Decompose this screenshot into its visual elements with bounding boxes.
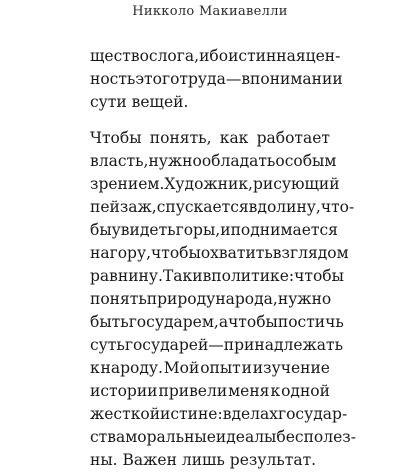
word: чтобы: [294, 267, 344, 285]
word: и: [192, 267, 203, 285]
text-line: [90, 334, 344, 357]
text-line: [90, 380, 330, 403]
word: труда: [179, 70, 226, 88]
word: нужно: [148, 152, 202, 170]
word: в: [248, 198, 258, 216]
word: Так: [162, 267, 193, 285]
word: опыт: [200, 359, 241, 377]
word: ибо: [199, 47, 229, 65]
word: идеалы: [215, 428, 277, 446]
word: охватить: [200, 244, 273, 262]
word: принадлежать: [223, 336, 344, 354]
word: к: [90, 359, 100, 377]
word: привели: [158, 382, 228, 400]
word: в: [202, 267, 212, 285]
word: истинная: [228, 47, 306, 65]
text-line: [90, 426, 356, 449]
word: природу: [146, 290, 216, 308]
word: увидеть: [111, 221, 176, 239]
text-line: [90, 150, 337, 173]
text-line: [90, 173, 340, 196]
word: чтобы: [228, 313, 278, 331]
text-line: [90, 403, 348, 426]
word: ность: [90, 70, 136, 88]
word: работает: [256, 129, 330, 147]
word: меня: [228, 382, 270, 400]
word: суть: [90, 336, 125, 354]
word: что-: [320, 198, 355, 216]
word: народу.: [100, 359, 163, 377]
word: изучение: [252, 359, 330, 377]
word: —: [208, 336, 224, 354]
word: Художник,: [164, 175, 253, 193]
word: власть,: [90, 152, 149, 170]
word: постичь: [277, 313, 344, 331]
word: одной: [281, 382, 330, 400]
word: чтобы: [151, 244, 201, 262]
word: обладать: [201, 152, 276, 170]
word: особым: [275, 152, 337, 170]
word: делах: [231, 405, 278, 423]
word: ства: [90, 428, 126, 446]
word: жесткой: [90, 405, 161, 423]
word: истине:: [160, 405, 223, 423]
word: равнину.: [90, 267, 163, 285]
word: государ-: [277, 405, 348, 423]
running-header: Никколо Макиавелли: [132, 4, 288, 19]
text-line: ны. Важен лишь результат.: [90, 451, 317, 469]
word: спускается: [156, 198, 249, 216]
word: долину,: [257, 198, 321, 216]
word: в: [241, 70, 251, 88]
word: Мой: [163, 359, 200, 377]
text-line: [90, 68, 343, 91]
text-line: [90, 357, 330, 380]
word: понимании: [250, 70, 343, 88]
word: политике:: [211, 267, 295, 285]
word: и: [220, 221, 231, 239]
word: как: [219, 129, 249, 147]
word: и: [241, 359, 252, 377]
word: понять: [90, 290, 147, 308]
word: бы: [90, 221, 112, 239]
word: слога,: [148, 47, 200, 65]
word: на: [90, 244, 110, 262]
word: государей: [124, 336, 209, 354]
text-line: [90, 288, 330, 311]
word: а: [218, 313, 229, 331]
word: нужно: [277, 290, 332, 308]
text-line: [90, 127, 330, 150]
word: щество: [90, 47, 149, 65]
word: народа,: [215, 290, 278, 308]
word: поднимается: [230, 221, 338, 239]
word: рисующий: [252, 175, 340, 193]
word: государем,: [128, 313, 219, 331]
word: Чтобы: [90, 129, 142, 147]
text-line: [90, 219, 338, 242]
text-line: [90, 311, 344, 334]
word: истории: [90, 382, 158, 400]
text-line: [90, 242, 349, 265]
word: понять,: [149, 129, 212, 147]
word: к: [270, 382, 281, 400]
word: гору,: [109, 244, 151, 262]
word: в: [222, 405, 232, 423]
text-line: сути вещей.: [90, 93, 189, 111]
word: горы,: [175, 221, 221, 239]
word: цен-: [305, 47, 341, 65]
word: этого: [135, 70, 180, 88]
text-line: [90, 45, 341, 68]
word: взглядом: [272, 244, 349, 262]
word: зрением.: [90, 175, 165, 193]
word: моральные: [125, 428, 216, 446]
text-line: [90, 196, 355, 219]
word: бесполез-: [276, 428, 356, 446]
text-line: [90, 265, 344, 288]
word: быть: [90, 313, 129, 331]
paragraph-2: [90, 127, 356, 472]
word: —: [225, 70, 242, 88]
paragraph-1: [90, 45, 343, 114]
word: пейзаж,: [90, 198, 157, 216]
